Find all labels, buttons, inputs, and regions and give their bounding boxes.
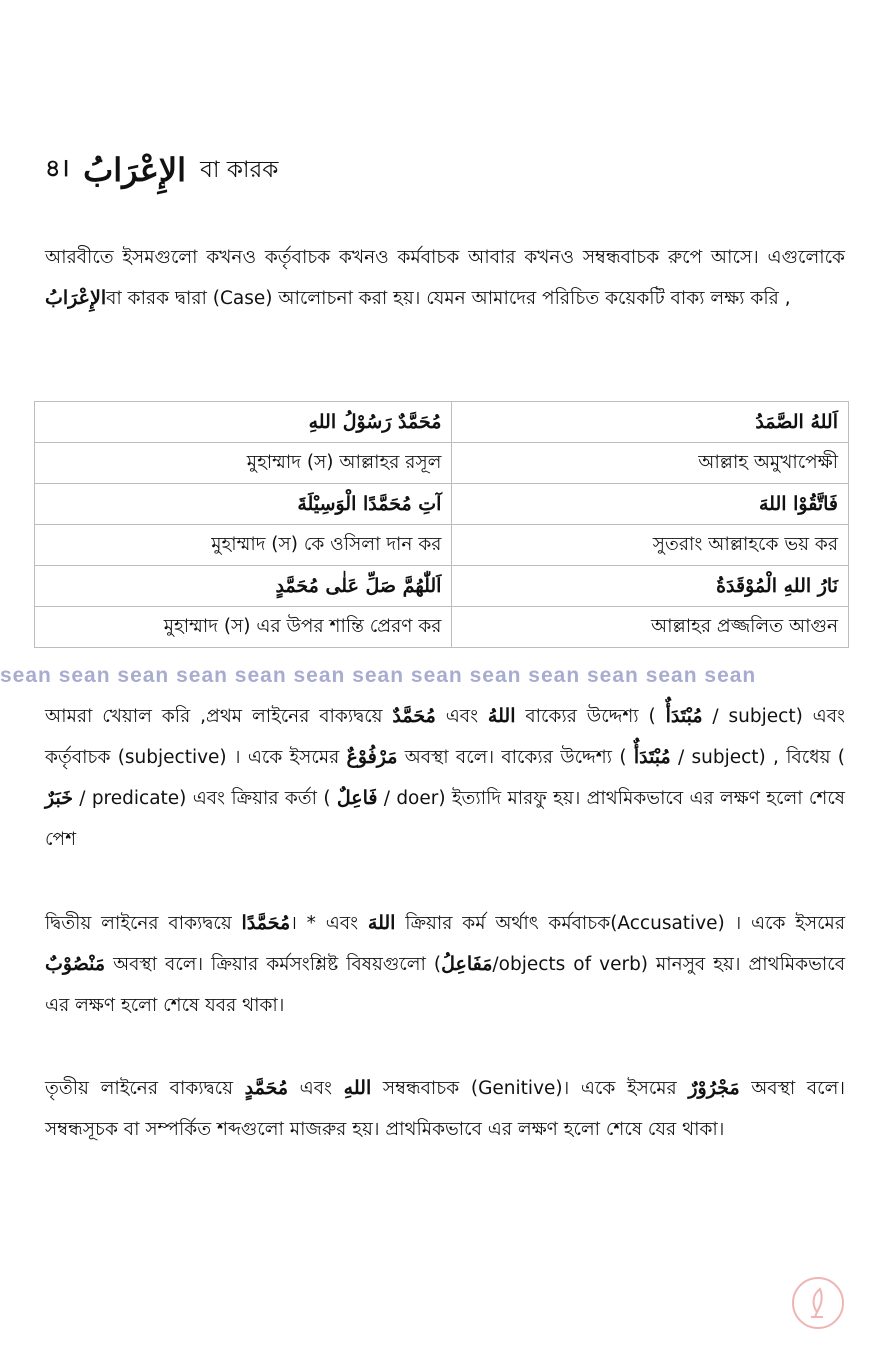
intro-text-1: আরবীতে ইসমগুলো কখনও কর্তৃবাচক কখনও কর্মবাচক আবার কখনও সম্বন্ধবাচক রুপে আসে। এগুলোকে (45, 247, 845, 268)
para-text: আমরা খেয়াল করি ,প্রথম লাইনের বাক্যদ্বয়ে (45, 706, 393, 727)
arabic-term: فَاعِلٌ (336, 787, 378, 809)
table-cell-left: اَللّٰهُمَّ صَلِّ عَلٰى مُحَمَّدٍ (35, 566, 452, 607)
arabic-term: مَفَاعِلُ (441, 953, 493, 975)
arabic-term: خَبَرٌ (45, 787, 73, 809)
arabic-term: اللهُ (487, 705, 516, 727)
arabic-term: اللهِ (343, 1077, 372, 1099)
para-text: অবস্থা বলে। ক্রিয়ার কর্মসংশ্লিষ্ট বিষয়গুলো ( (105, 954, 442, 975)
intro-text-2: বা কারক দ্বারা (Case) আলোচনা করা হয়। যেমন আমাদের পরিচিত কয়েকটি বাক্য লক্ষ্য করি , (106, 288, 791, 309)
para-text: বাক্যের উদ্দেশ্য ( (515, 706, 666, 727)
arabic-term: مَنْصُوْبٌ (45, 953, 106, 975)
heading-arabic-term: الإِعْرَابُ (83, 151, 187, 189)
example-sentences-table (34, 401, 849, 648)
table-row (35, 566, 849, 607)
nominative-paragraph (45, 696, 845, 860)
table-row (35, 484, 849, 525)
table-cell-right: সুতরাং আল্লাহকে ভয় কর (452, 525, 849, 566)
quill-logo-icon (792, 1277, 844, 1329)
arabic-term: مُبْتَدَأٌ (633, 746, 671, 768)
intro-arabic: الإِعْرَابُ (45, 287, 107, 309)
table-row (35, 525, 849, 566)
table-cell-left: آتِ مُحَمَّدًا الْوَسِيْلَةَ (35, 484, 452, 525)
table-row (35, 607, 849, 648)
table-row (35, 443, 849, 484)
para-text: তৃতীয় লাইনের বাক্যদ্বয়ে (45, 1078, 245, 1099)
section-number: ৪। (45, 154, 70, 182)
table-cell-left: মুহাম্মাদ (স) এর উপর শান্তি প্রেরণ কর (35, 607, 452, 648)
para-text: এবং (435, 706, 488, 727)
para-text: সম্বন্ধবাচক (Genitive)। একে ইসমের (371, 1078, 689, 1099)
para-text: অবস্থা বলে। বাক্যের উদ্দেশ্য ( (397, 747, 634, 768)
table-cell-right: فَاتَّقُوْا اللهَ (452, 484, 849, 525)
para-text: । * এবং (290, 913, 368, 934)
arabic-term: مُحَمَّدًا (241, 912, 291, 934)
table-cell-right: اَللهُ الصَّمَدُ (452, 402, 849, 443)
para-text: দ্বিতীয় লাইনের বাক্যদ্বয়ে (45, 913, 242, 934)
arabic-term: مُحَمَّدٍ (244, 1077, 289, 1099)
table-cell-right: আল্লাহ অমুখাপেক্ষী (452, 443, 849, 484)
watermark-strip: sean sean sean sean sean sean sean sean sean sean sean sean sean (0, 664, 757, 687)
section-heading (45, 148, 278, 192)
intro-paragraph (45, 237, 845, 319)
para-text: / doer) ইত্যাদি মারফু হয়। প্রাথমিকভাবে এর লক্ষণ হলো শেষে পেশ (45, 788, 845, 850)
arabic-term: مَجْرُوْرٌ (688, 1077, 740, 1099)
genitive-paragraph (45, 1068, 845, 1150)
table-cell-left: মুহাম্মাদ (স) কে ওসিলা দান কর (35, 525, 452, 566)
arabic-term: اللهَ (367, 912, 396, 934)
table-cell-left: মুহাম্মাদ (স) আল্লাহর রসূল (35, 443, 452, 484)
accusative-paragraph (45, 903, 845, 1026)
para-text: এবং (288, 1078, 344, 1099)
arabic-term: مُحَمَّدٌ (392, 705, 436, 727)
table-row (35, 402, 849, 443)
para-text: / predicate) এবং ক্রিয়ার কর্তা ( (72, 788, 337, 809)
para-text: / subject) , বিধেয় ( (670, 747, 845, 768)
para-text: অবস্থা বলে। সম্বন্ধসূচক বা সম্পর্কিত শব্দগুলো মাজরুর হয়। প্রাথমিকভাবে এর লক্ষণ হলো শেষে যের থাকা। (45, 1078, 845, 1140)
arabic-term: مُبْتَدَأٌ (665, 705, 703, 727)
para-text: /objects of verb) মানসুব হয়। প্রাথমিকভাবে এর লক্ষণ হলো শেষে যবর থাকা। (45, 954, 846, 1016)
table-cell-left: مُحَمَّدٌ رَسُوْلُ اللهِ (35, 402, 452, 443)
table-cell-right: আল্লাহর প্রজ্জলিত আগুন (452, 607, 849, 648)
arabic-term: مَرْفُوْعٌ (346, 746, 398, 768)
heading-bengali-term: বা কারক (200, 156, 279, 183)
table-cell-right: نَارُ اللهِ الْمُوْقَدَةُ (452, 566, 849, 607)
para-text: ক্রিয়ার কর্ম অর্থাৎ কর্মবাচক(Accusative) । একে ইসমের (395, 913, 846, 934)
para-text: / subject) এবং কর্তৃবাচক (subjective) । একে ইসমের (45, 706, 845, 768)
